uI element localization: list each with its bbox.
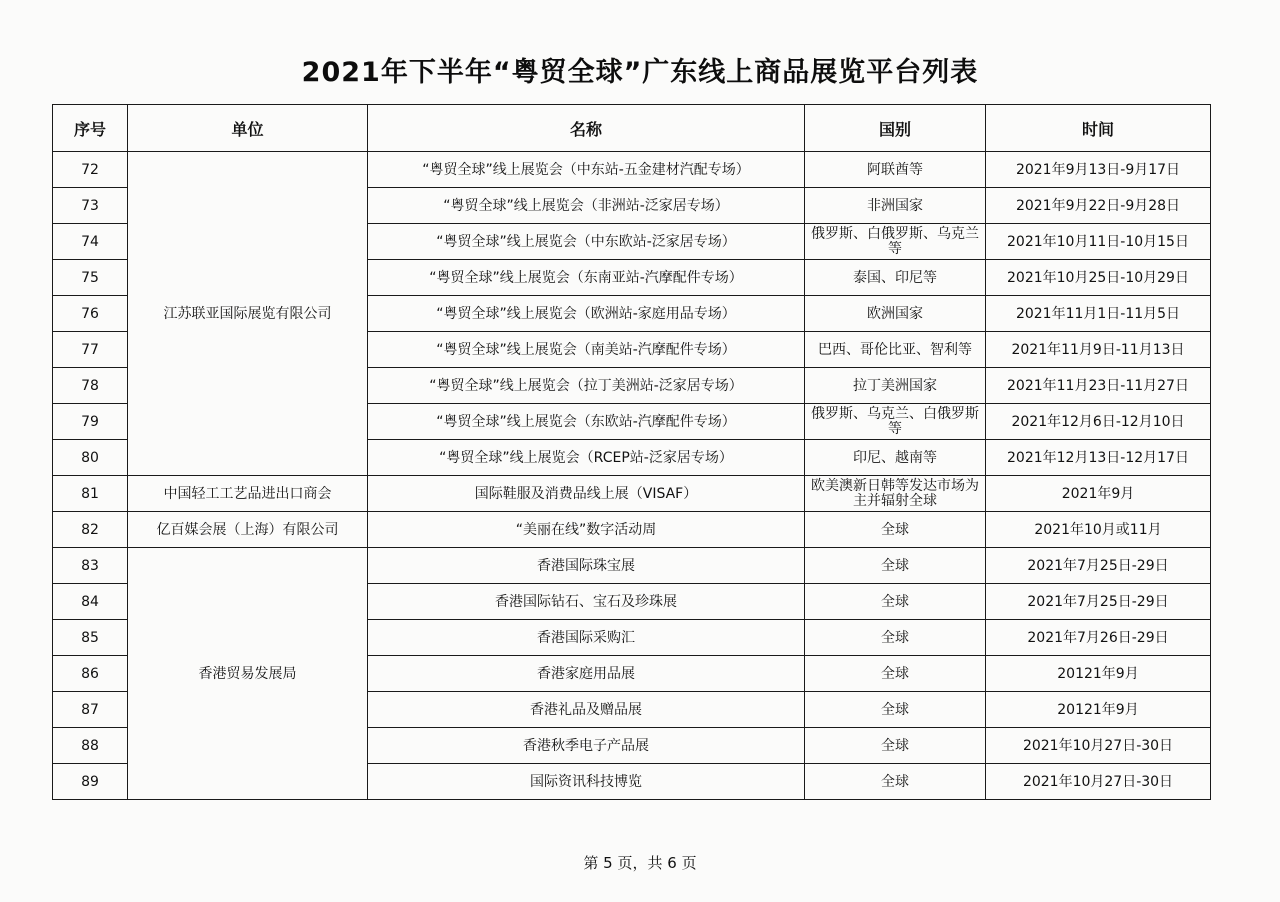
- row-no: 89: [53, 764, 128, 800]
- row-org: 中国轻工工艺品进出口商会: [128, 476, 368, 512]
- row-country: 全球: [805, 656, 986, 692]
- row-no: 75: [53, 260, 128, 296]
- row-country: 全球: [805, 548, 986, 584]
- row-org: 香港贸易发展局: [128, 548, 368, 800]
- row-name: 香港国际钻石、宝石及珍珠展: [368, 584, 805, 620]
- row-time: 20121年9月: [986, 692, 1211, 728]
- row-time: 2021年9月13日-9月17日: [986, 152, 1211, 188]
- row-country: 欧洲国家: [805, 296, 986, 332]
- header-time: 时间: [986, 105, 1211, 152]
- table-row: [53, 512, 1211, 548]
- row-country: 非洲国家: [805, 188, 986, 224]
- row-country: 俄罗斯、白俄罗斯、乌克兰等: [805, 224, 986, 260]
- row-no: 74: [53, 224, 128, 260]
- row-country: 拉丁美洲国家: [805, 368, 986, 404]
- header-country: 国别: [805, 105, 986, 152]
- row-no: 88: [53, 728, 128, 764]
- row-no: 78: [53, 368, 128, 404]
- row-no: 80: [53, 440, 128, 476]
- row-no: 84: [53, 584, 128, 620]
- row-no: 83: [53, 548, 128, 584]
- row-time: 20121年9月: [986, 656, 1211, 692]
- row-name: “粤贸全球”线上展览会（非洲站-泛家居专场）: [368, 188, 805, 224]
- row-time: 2021年9月: [986, 476, 1211, 512]
- row-country: 阿联酋等: [805, 152, 986, 188]
- row-time: 2021年11月23日-11月27日: [986, 368, 1211, 404]
- row-country: 泰国、印尼等: [805, 260, 986, 296]
- row-time: 2021年10月27日-30日: [986, 728, 1211, 764]
- row-no: 73: [53, 188, 128, 224]
- row-country: 全球: [805, 764, 986, 800]
- row-time: 2021年10月或11月: [986, 512, 1211, 548]
- row-no: 82: [53, 512, 128, 548]
- row-name: “粤贸全球”线上展览会（中东欧站-泛家居专场）: [368, 224, 805, 260]
- row-time: 2021年10月25日-10月29日: [986, 260, 1211, 296]
- row-no: 72: [53, 152, 128, 188]
- row-name: “粤贸全球”线上展览会（东南亚站-汽摩配件专场）: [368, 260, 805, 296]
- header-org: 单位: [128, 105, 368, 152]
- row-name: 香港国际珠宝展: [368, 548, 805, 584]
- row-name: “粤贸全球”线上展览会（拉丁美洲站-泛家居专场）: [368, 368, 805, 404]
- row-name: “粤贸全球”线上展览会（欧洲站-家庭用品专场）: [368, 296, 805, 332]
- row-name: 国际资讯科技博览: [368, 764, 805, 800]
- row-time: 2021年10月27日-30日: [986, 764, 1211, 800]
- row-country: 俄罗斯、乌克兰、白俄罗斯等: [805, 404, 986, 440]
- row-time: 2021年12月6日-12月10日: [986, 404, 1211, 440]
- row-no: 86: [53, 656, 128, 692]
- row-country: 印尼、越南等: [805, 440, 986, 476]
- row-name: “粤贸全球”线上展览会（RCEP站-泛家居专场）: [368, 440, 805, 476]
- row-no: 87: [53, 692, 128, 728]
- row-name: 香港家庭用品展: [368, 656, 805, 692]
- row-time: 2021年11月1日-11月5日: [986, 296, 1211, 332]
- row-no: 79: [53, 404, 128, 440]
- row-name: 香港礼品及赠品展: [368, 692, 805, 728]
- row-time: 2021年7月26日-29日: [986, 620, 1211, 656]
- row-time: 2021年12月13日-12月17日: [986, 440, 1211, 476]
- table-row: [53, 548, 1211, 584]
- row-name: 国际鞋服及消费品线上展（VISAF）: [368, 476, 805, 512]
- row-time: 2021年10月11日-10月15日: [986, 224, 1211, 260]
- header-name: 名称: [368, 105, 805, 152]
- row-org: 江苏联亚国际展览有限公司: [128, 152, 368, 476]
- page-title: 2021年下半年“粤贸全球”广东线上商品展览平台列表: [301, 57, 979, 88]
- exhibition-table: [52, 104, 1211, 800]
- row-name: 香港秋季电子产品展: [368, 728, 805, 764]
- row-name: 香港国际采购汇: [368, 620, 805, 656]
- row-name: “粤贸全球”线上展览会（中东站-五金建材汽配专场）: [368, 152, 805, 188]
- row-no: 76: [53, 296, 128, 332]
- row-no: 85: [53, 620, 128, 656]
- row-country: 全球: [805, 512, 986, 548]
- row-name: “粤贸全球”线上展览会（南美站-汽摩配件专场）: [368, 332, 805, 368]
- row-country: 全球: [805, 692, 986, 728]
- row-country: 全球: [805, 620, 986, 656]
- row-name: “粤贸全球”线上展览会（东欧站-汽摩配件专场）: [368, 404, 805, 440]
- row-name: “美丽在线”数字活动周: [368, 512, 805, 548]
- row-country: 巴西、哥伦比亚、智利等: [805, 332, 986, 368]
- table-row: [53, 152, 1211, 188]
- row-org: 亿百媒会展（上海）有限公司: [128, 512, 368, 548]
- row-time: 2021年7月25日-29日: [986, 584, 1211, 620]
- row-no: 81: [53, 476, 128, 512]
- row-time: 2021年11月9日-11月13日: [986, 332, 1211, 368]
- row-time: 2021年9月22日-9月28日: [986, 188, 1211, 224]
- table-row: [53, 476, 1211, 512]
- header-no: 序号: [53, 105, 128, 152]
- row-country: 欧美澳新日韩等发达市场为主并辐射全球: [805, 476, 986, 512]
- row-country: 全球: [805, 728, 986, 764]
- row-time: 2021年7月25日-29日: [986, 548, 1211, 584]
- page-footer: 第 5 页，共 6 页: [583, 854, 697, 872]
- row-no: 77: [53, 332, 128, 368]
- row-country: 全球: [805, 584, 986, 620]
- table-header-row: [53, 105, 1211, 152]
